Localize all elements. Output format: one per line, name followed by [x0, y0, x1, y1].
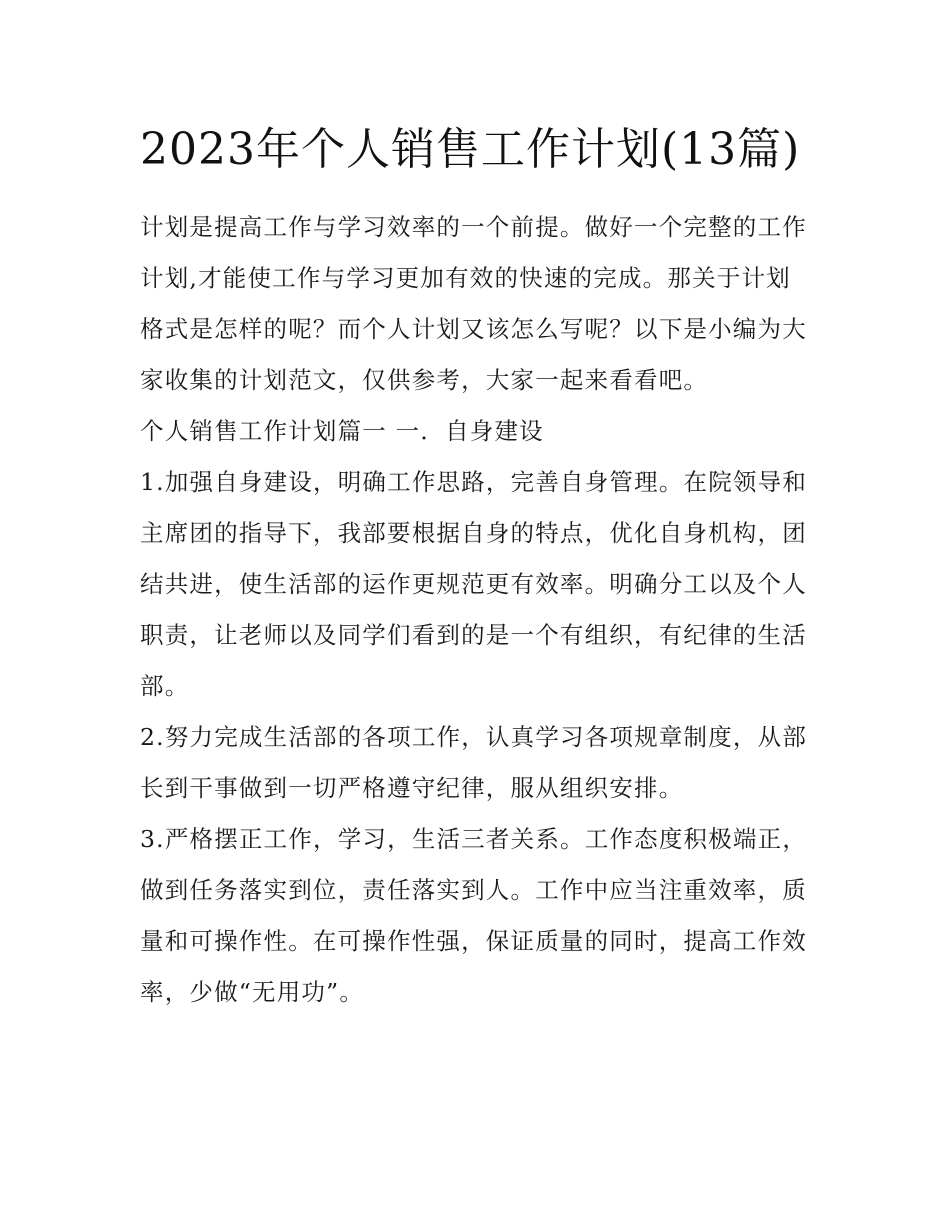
section-heading: 个人销售工作计划篇一 一．自身建设 [140, 417, 544, 445]
document-title: 2023年个人销售工作计划(13篇) [140, 124, 801, 175]
list-item-3: 3.严格摆正工作，学习，生活三者关系。工作态度积极端正，做到任务落实到位，责任落实到人。工作中应当注重效率，质量和可操作性。在可操作性强，保证质量的同时，提高工作效率，少做“无用功”。 [140, 825, 808, 1006]
document-content [140, 112, 815, 1018]
list-item-1: 1.加强自身建设，明确工作思路，完善自身管理。在院领导和主席团的指导下，我部要根据自身的特点，优化自身机构，团结共进，使生活部的运作更规范更有效率。明确分工以及个人职责，让老师以及同学们看到的是一个有组织，有纪律的生活部。 [140, 468, 808, 700]
list-item-2: 2.努力完成生活部的各项工作，认真学习各项规章制度，从部长到干事做到一切严格遵守纪律，服从组织安排。 [140, 723, 808, 802]
intro-paragraph: 计划是提高工作与学习效率的一个前提。做好一个完整的工作计划,才能使工作与学习更加有效的快速的完成。那关于计划格式是怎样的呢？而个人计划又该怎么写呢？以下是小编为大家收集的计划范文，仅供参考，大家一起来看看吧。 [140, 213, 807, 394]
